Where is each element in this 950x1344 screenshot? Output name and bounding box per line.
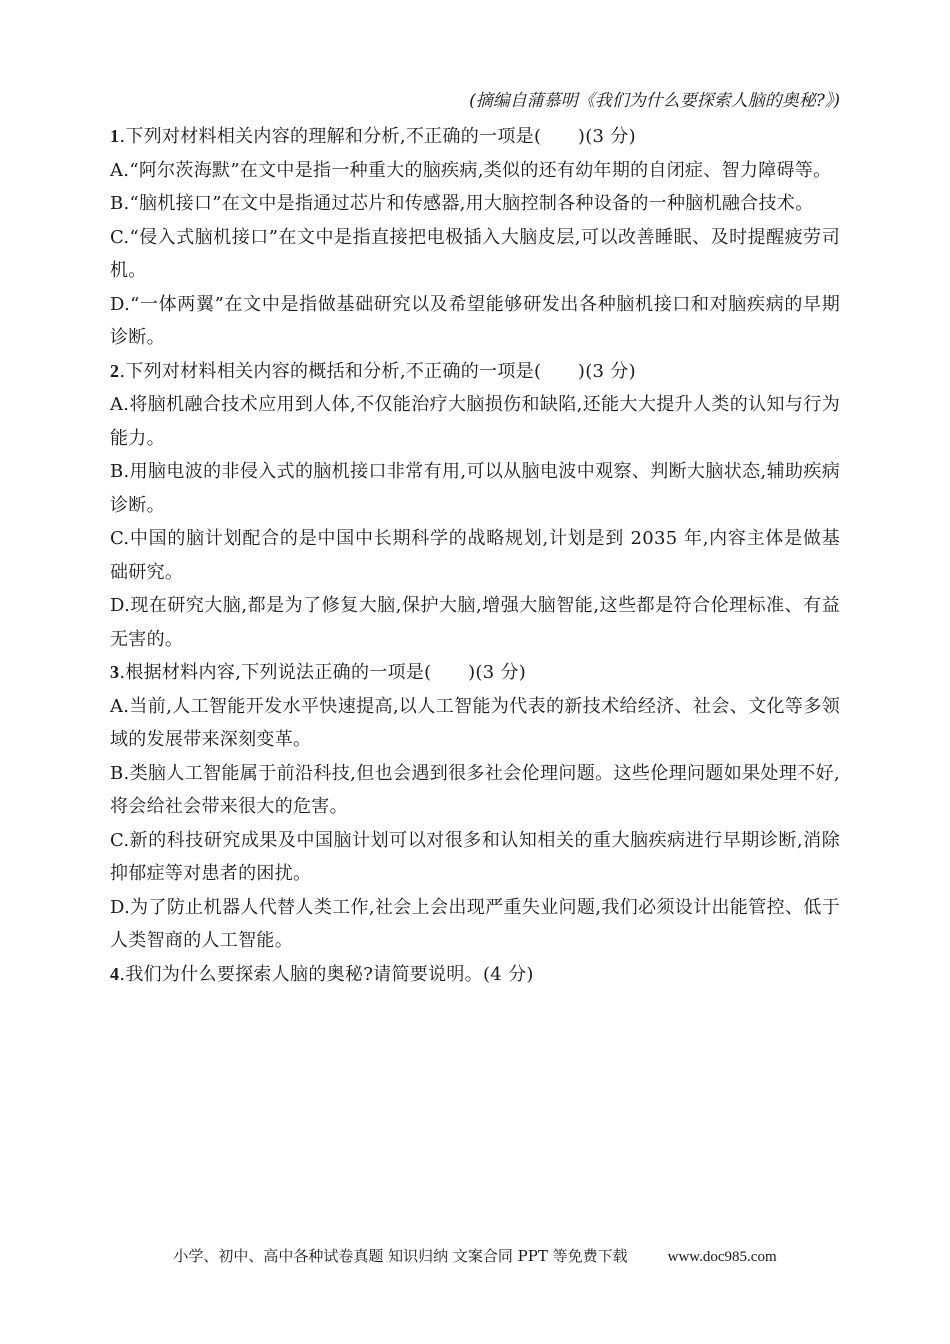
option-d: D.为了防止机器人代替人类工作,社会上会出现严重失业问题,我们必须设计出能管控、低于人类智商的人工智能。 [110, 896, 840, 951]
question-stem [110, 120, 840, 154]
document-page [110, 86, 840, 991]
option-a: A.当前,人工智能开发水平快速提高,以人工智能为代表的新技术给经济、社会、文化等多领域的发展带来深刻变革。 [110, 695, 840, 750]
question-stem [110, 958, 840, 992]
option-a: A.将脑机融合技术应用到人体,不仅能治疗大脑损伤和缺陷,还能大大提升人类的认知与行为能力。 [110, 394, 840, 449]
option-d: D.现在研究大脑,都是为了修复大脑,保护大脑,增强大脑智能,这些都是符合伦理标准、有益无害的。 [110, 595, 840, 650]
question-text: .下列对材料相关内容的理解和分析,不正确的一项是( )(3 分) [119, 126, 636, 147]
question-4 [110, 958, 840, 992]
question-number: 1 [110, 126, 120, 146]
option-d: D.“一体两翼”在文中是指做基础研究以及希望能够研发出各种脑机接口和对脑疾病的早期诊断。 [110, 293, 840, 348]
question-stem [110, 355, 840, 389]
source-citation: (摘编自蒲慕明《我们为什么要探索人脑的奥秘?》) [469, 91, 840, 111]
question-3 [110, 656, 840, 958]
question-text: .根据材料内容,下列说法正确的一项是( )(3 分) [119, 662, 527, 683]
option-c: C.“侵入式脑机接口”在文中是指直接把电极插入大脑皮层,可以改善睡眠、及时提醒疲劳司机。 [110, 226, 840, 281]
question-2 [110, 355, 840, 657]
question-text: .我们为什么要探索人脑的奥秘?请简要说明。(4 分) [119, 963, 534, 985]
question-1 [110, 120, 840, 355]
option-b: B.“脑机接口”在文中是指通过芯片和传感器,用大脑控制各种设备的一种脑机融合技术。 [110, 193, 814, 214]
footer-site-link[interactable]: www.doc985.com [667, 1249, 777, 1265]
option-b: B.类脑人工智能属于前沿科技,但也会遇到很多社会伦理问题。这些伦理问题如果处理不好,将会给社会带来很大的危害。 [110, 762, 840, 817]
option-c: C.新的科技研究成果及中国脑计划可以对很多和认知相关的重大脑疾病进行早期诊断,消除抑郁症等对患者的困扰。 [110, 829, 840, 884]
page-footer [0, 1244, 950, 1269]
option-c: C.中国的脑计划配合的是中国中长期科学的战略规划,计划是到 2035 年,内容主体是做基础研究。 [110, 528, 840, 583]
question-text: .下列对材料相关内容的概括和分析,不正确的一项是( )(3 分) [119, 360, 636, 382]
question-stem [110, 656, 840, 690]
question-number: 2 [110, 360, 120, 381]
option-b: B.用脑电波的非侵入式的脑机接口非常有用,可以从脑电波中观察、判断大脑状态,辅助疾病诊断。 [110, 461, 840, 516]
option-a: A.“阿尔茨海默”在文中是指一种重大的脑疾病,类似的还有幼年期的自闭症、智力障碍等。 [110, 159, 832, 181]
footer-text: 小学、初中、高中各种试卷真题 知识归纳 文案合同 PPT 等免费下载 [173, 1247, 628, 1265]
question-number: 4 [110, 963, 120, 984]
question-number: 3 [110, 662, 120, 682]
